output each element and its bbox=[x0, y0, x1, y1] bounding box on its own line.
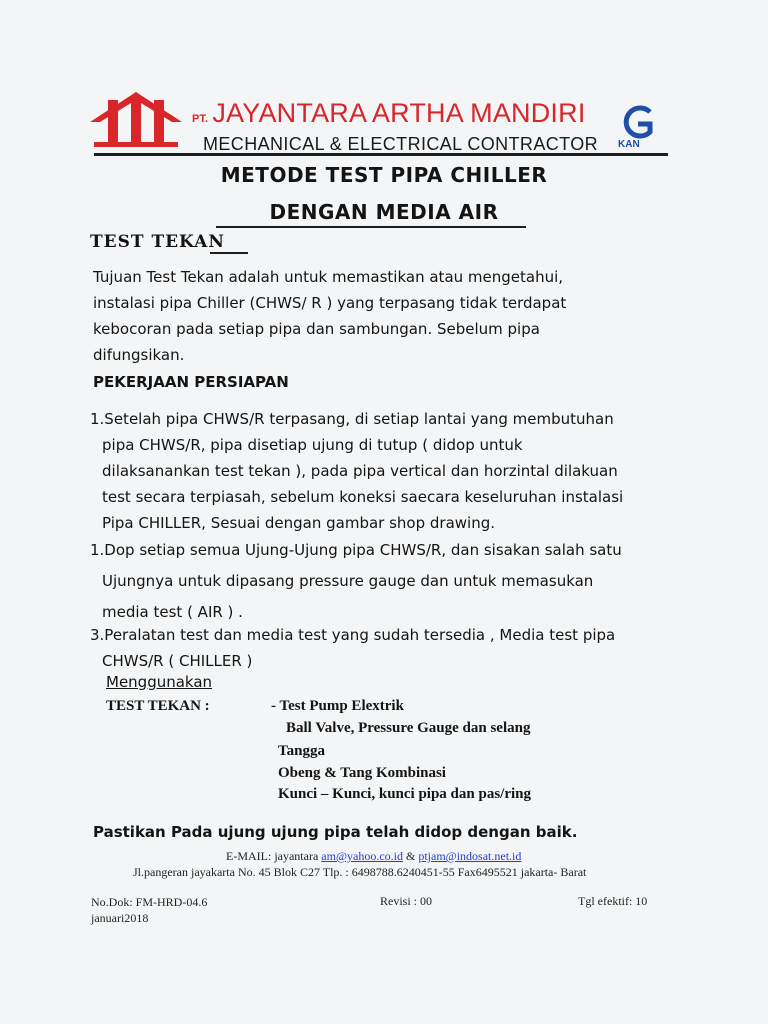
intro-line: kebocoran pada setiap pipa dan sambungan. Sebelum pipa bbox=[93, 320, 540, 338]
kan-logo-icon bbox=[614, 102, 660, 152]
test-tekan-label: TEST TEKAN : bbox=[106, 698, 210, 714]
revision-number: Revisi : 00 bbox=[380, 894, 433, 908]
list-item bbox=[90, 406, 690, 536]
section-title: TEST TEKAN bbox=[90, 232, 225, 252]
svg-text:KAN: KAN bbox=[618, 139, 640, 150]
company-name-text: JAYANTARA ARTHA MANDIRI bbox=[212, 98, 586, 128]
document-title-line2: DENGAN MEDIA AIR bbox=[269, 200, 499, 224]
tool-item: - Test Pump Elextrik bbox=[271, 698, 404, 714]
tool-item: Ball Valve, Pressure Gauge dan selang bbox=[286, 720, 531, 736]
effective-date: Tgl efektif: 10 bbox=[578, 894, 648, 908]
company-name bbox=[192, 98, 586, 129]
list-item-line: Pipa CHILLER, Sesuai dengan gambar shop drawing. bbox=[102, 514, 496, 532]
intro-line: Tujuan Test Tekan adalah untuk memastikan atau mengetahui, bbox=[93, 268, 564, 286]
list-item-line: test secara terpiasah, sebelum koneksi saecara keseluruhan instalasi bbox=[102, 488, 624, 506]
email-label: E-MAIL: jayantara bbox=[226, 849, 319, 863]
doc-date: januari2018 bbox=[91, 911, 149, 925]
document-title-line1: METODE TEST PIPA CHILLER bbox=[220, 163, 548, 187]
email-link[interactable]: ptjam@indosat.net.id bbox=[418, 849, 522, 863]
doc-number: No.Dok: FM-HRD-04.6 bbox=[91, 895, 208, 909]
list-item-line: 3.Peralatan test dan media test yang sudah tersedia , Media test pipa bbox=[90, 626, 616, 644]
list-item-line: CHWS/R ( CHILLER ) bbox=[102, 652, 253, 670]
company-logo-icon bbox=[88, 88, 184, 148]
company-prefix: PT. bbox=[192, 113, 208, 125]
footer-address: Jl.pangeran jayakarta No. 45 Blok C27 Tlp. : 6498788.6240451-55 Fax6495521 jakarta- Barat bbox=[133, 865, 587, 879]
list-item-line: 1.Dop setiap semua Ujung-Ujung pipa CHWS/R, dan sisakan salah satu bbox=[90, 541, 622, 559]
list-item bbox=[90, 622, 690, 674]
list-item-line: Ujungnya untuk dipasang pressure gauge dan untuk memasukan bbox=[102, 572, 594, 590]
list-item-line: 1.Setelah pipa CHWS/R terpasang, di setiap lantai yang membutuhan bbox=[90, 410, 614, 428]
list-item-line: pipa CHWS/R, pipa disetiap ujung di tutup ( didop untuk bbox=[102, 436, 523, 454]
closing-statement: Pastikan Pada ujung ujung pipa telah didop dengan baik. bbox=[93, 823, 578, 841]
email-link[interactable]: am@yahoo.co.id bbox=[321, 849, 403, 863]
intro-line: difungsikan. bbox=[93, 346, 185, 364]
intro-paragraph bbox=[93, 264, 693, 368]
section-underline bbox=[210, 252, 248, 254]
list-item-line: media test ( AIR ) . bbox=[102, 603, 243, 621]
tool-item: Tangga bbox=[278, 743, 325, 759]
footer-email bbox=[226, 849, 521, 864]
title-underline bbox=[216, 226, 526, 228]
list-item-line: dilaksanankan test tekan ), pada pipa vertical dan horzintal dilakuan bbox=[102, 462, 618, 480]
header-divider bbox=[94, 153, 668, 156]
company-subtitle: MECHANICAL & ELECTRICAL CONTRACTOR bbox=[203, 134, 598, 154]
prep-title: PEKERJAAN PERSIAPAN bbox=[93, 373, 289, 391]
use-label: Menggunakan bbox=[106, 673, 213, 691]
intro-line: instalasi pipa Chiller (CHWS/ R ) yang terpasang tidak terdapat bbox=[93, 294, 567, 312]
list-item bbox=[90, 535, 690, 628]
email-separator: & bbox=[406, 849, 416, 863]
tool-item: Kunci – Kunci, kunci pipa dan pas/ring bbox=[278, 786, 532, 802]
tool-item: Obeng & Tang Kombinasi bbox=[278, 765, 446, 781]
